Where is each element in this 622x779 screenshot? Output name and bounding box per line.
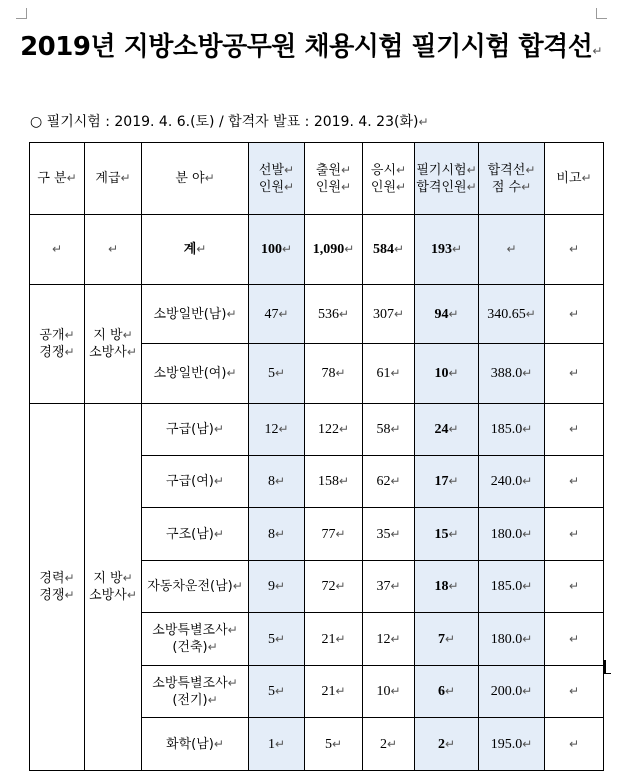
eungsi-cell: 2↵: [363, 718, 415, 771]
pass-cell: 10↵: [415, 344, 479, 404]
seonbal-cell: 5↵: [249, 344, 305, 404]
group-gubun: 경력↵ 경쟁↵: [30, 404, 85, 771]
cutoff-cell: 185.0↵: [479, 561, 545, 613]
eungsi-cell: 307↵: [363, 285, 415, 344]
header-cutoff: 합격선↵ 점 수↵: [479, 143, 545, 215]
exam-schedule-line: ○ 필기시험 : 2019. 4. 6.(토) / 합격자 발표 : 2019. 4. 23(화)↵: [30, 114, 429, 130]
header-pass: 필기시험↵ 합격인원↵: [415, 143, 479, 215]
pass-cell: 18↵: [415, 561, 479, 613]
group-gubun: 공개↵ 경쟁↵: [30, 285, 85, 404]
field-name: 소방일반(남)↵: [142, 285, 249, 344]
cutoff-table: [29, 142, 604, 771]
header-eungsi: 응시↵ 인원↵: [363, 143, 415, 215]
table-row: [30, 404, 604, 456]
eungsi-cell: 61↵: [363, 344, 415, 404]
seonbal-cell: 1↵: [249, 718, 305, 771]
field-name: 화학(남)↵: [142, 718, 249, 771]
total-label: 계↵: [142, 215, 249, 285]
eungsi-cell: 10↵: [363, 666, 415, 718]
total-row: [30, 215, 604, 285]
field-name: 자동차운전(남)↵: [142, 561, 249, 613]
eungsi-cell: 62↵: [363, 456, 415, 508]
field-name: 소방특별조사↵ (전기)↵: [142, 666, 249, 718]
bigo-cell: ↵: [545, 561, 604, 613]
chulwon-cell: 21↵: [305, 613, 363, 666]
cutoff-cell: 180.0↵: [479, 508, 545, 561]
bigo-cell: ↵: [545, 456, 604, 508]
total-pass: 193↵: [415, 215, 479, 285]
header-row: [30, 143, 604, 215]
field-name: 소방일반(여)↵: [142, 344, 249, 404]
pass-cell: 2↵: [415, 718, 479, 771]
pass-cell: 15↵: [415, 508, 479, 561]
empty-cell: ↵: [479, 215, 545, 285]
chulwon-cell: 122↵: [305, 404, 363, 456]
page-corner-mark-top-left: [16, 8, 27, 19]
seonbal-cell: 9↵: [249, 561, 305, 613]
header-chulwon: 출원↵ 인원↵: [305, 143, 363, 215]
cutoff-cell: 388.0↵: [479, 344, 545, 404]
document-title: 2019년 지방소방공무원 채용시험 필기시험 합격선↵: [20, 32, 602, 62]
field-name: 소방특별조사↵ (건축)↵: [142, 613, 249, 666]
seonbal-cell: 5↵: [249, 666, 305, 718]
cutoff-cell: 185.0↵: [479, 404, 545, 456]
header-seonbal: 선발↵ 인원↵: [249, 143, 305, 215]
eungsi-cell: 12↵: [363, 613, 415, 666]
field-name: 구급(여)↵: [142, 456, 249, 508]
cutoff-cell: 240.0↵: [479, 456, 545, 508]
cutoff-cell: 200.0↵: [479, 666, 545, 718]
bigo-cell: ↵: [545, 613, 604, 666]
cutoff-cell: 180.0↵: [479, 613, 545, 666]
cutoff-cell: 340.65↵: [479, 285, 545, 344]
total-seonbal: 100↵: [249, 215, 305, 285]
eungsi-cell: 35↵: [363, 508, 415, 561]
bigo-cell: ↵: [545, 344, 604, 404]
empty-cell: ↵: [30, 215, 85, 285]
seonbal-cell: 47↵: [249, 285, 305, 344]
header-bigo: 비고↵: [545, 143, 604, 215]
chulwon-cell: 5↵: [305, 718, 363, 771]
bigo-cell: ↵: [545, 718, 604, 771]
seonbal-cell: 5↵: [249, 613, 305, 666]
chulwon-cell: 536↵: [305, 285, 363, 344]
chulwon-cell: 78↵: [305, 344, 363, 404]
page-corner-mark-top-right: [596, 8, 607, 19]
seonbal-cell: 8↵: [249, 508, 305, 561]
text-cursor-foot: [604, 673, 611, 674]
chulwon-cell: 158↵: [305, 456, 363, 508]
text-cursor: [604, 660, 606, 674]
pass-cell: 7↵: [415, 613, 479, 666]
empty-cell: ↵: [545, 215, 604, 285]
group-rank: 지 방↵ 소방사↵: [85, 404, 142, 771]
header-gyegeup: 계급↵: [85, 143, 142, 215]
field-name: 구조(남)↵: [142, 508, 249, 561]
eungsi-cell: 58↵: [363, 404, 415, 456]
empty-cell: ↵: [85, 215, 142, 285]
pass-cell: 24↵: [415, 404, 479, 456]
table-row: [30, 285, 604, 344]
cutoff-cell: 195.0↵: [479, 718, 545, 771]
seonbal-cell: 8↵: [249, 456, 305, 508]
total-eungsi: 584↵: [363, 215, 415, 285]
bigo-cell: ↵: [545, 666, 604, 718]
chulwon-cell: 72↵: [305, 561, 363, 613]
header-gubun: 구 분↵: [30, 143, 85, 215]
pass-cell: 94↵: [415, 285, 479, 344]
eungsi-cell: 37↵: [363, 561, 415, 613]
total-chulwon: 1,090↵: [305, 215, 363, 285]
group-rank: 지 방↵ 소방사↵: [85, 285, 142, 404]
chulwon-cell: 77↵: [305, 508, 363, 561]
bigo-cell: ↵: [545, 508, 604, 561]
seonbal-cell: 12↵: [249, 404, 305, 456]
header-bunya: 분 야↵: [142, 143, 249, 215]
bigo-cell: ↵: [545, 285, 604, 344]
bigo-cell: ↵: [545, 404, 604, 456]
pass-cell: 6↵: [415, 666, 479, 718]
field-name: 구급(남)↵: [142, 404, 249, 456]
pass-cell: 17↵: [415, 456, 479, 508]
chulwon-cell: 21↵: [305, 666, 363, 718]
